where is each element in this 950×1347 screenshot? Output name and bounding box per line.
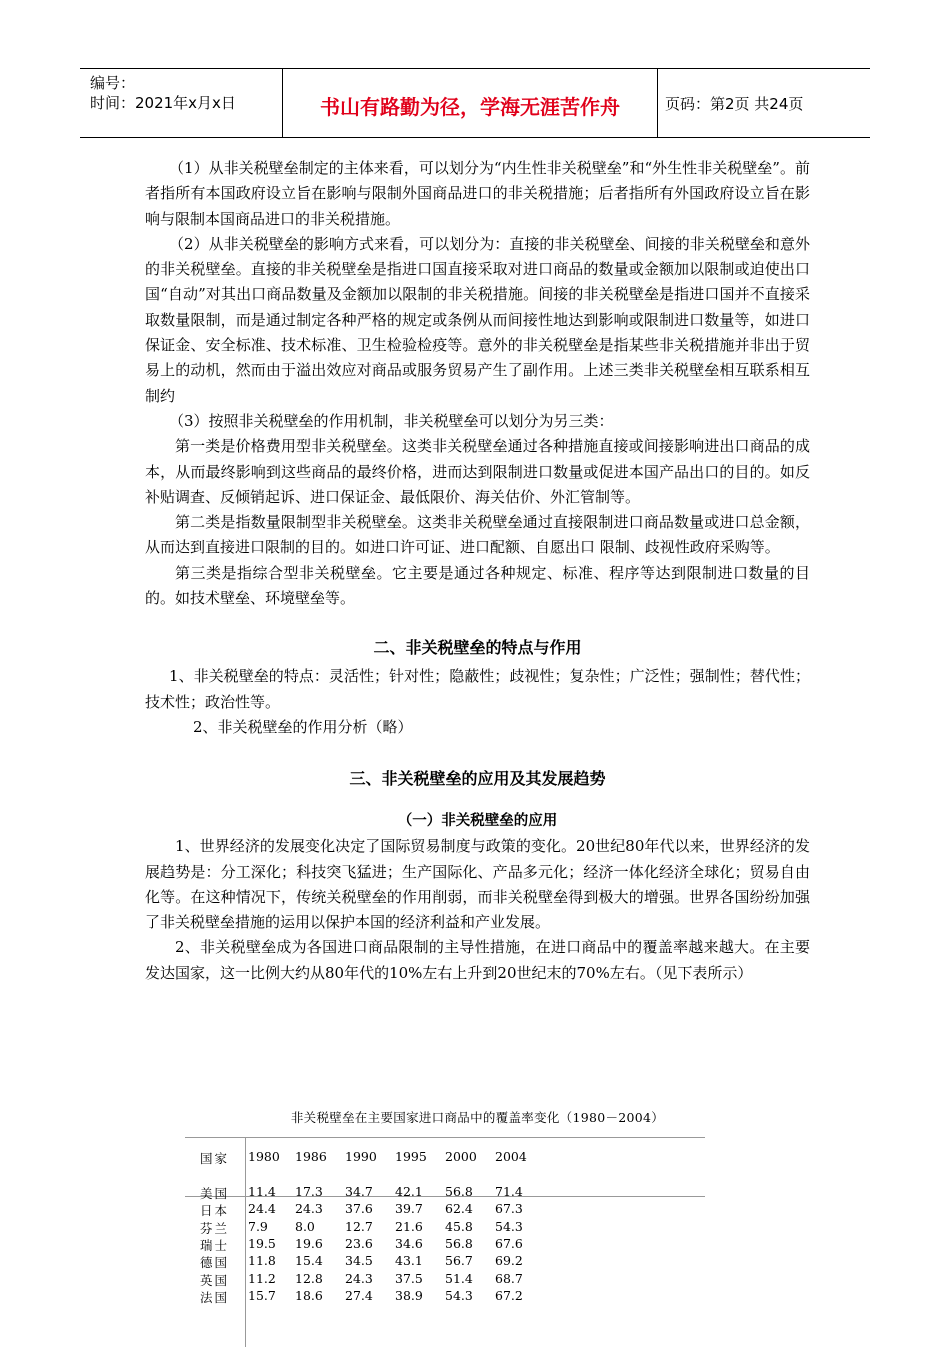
table-value-cell: 11.8 (248, 1253, 276, 1269)
table-value-cell: 54.3 (495, 1218, 523, 1234)
table-value-cell: 21.6 (395, 1218, 423, 1234)
section-heading: 二、非关税壁垒的特点与作用 (373, 638, 582, 658)
table-header-cell: 1986 (295, 1149, 327, 1164)
header-divider (657, 69, 658, 137)
table-caption: 非关税壁垒在主要国家进口商品中的覆盖率变化（1980－2004） (290, 1110, 665, 1125)
table-value-cell: 19.6 (295, 1235, 323, 1251)
table-value-cell: 56.8 (445, 1235, 473, 1251)
table-value-cell: 18.6 (295, 1287, 323, 1303)
paragraph: 第一类是价格费用型非关税壁垒。这类非关税壁垒通过各种措施直接或间接影响进出口商品的成本，从而最终影响到这些商品的最终价格，进而达到限制进口数量或促进本国产品出口的目的。如反补贴调查、反倾销起诉、进口保证金、最低限价、海关估价、外汇管制等。 (145, 437, 810, 506)
doc-time-label: 时间：2021年x月x日 (90, 94, 236, 112)
paragraph: 1、非关税壁垒的特点：灵活性；针对性；隐蔽性；歧视性；复杂性；广泛性；强制性；替代性；技术性；政治性等。 (145, 667, 810, 711)
table-country-cell: 德国 (200, 1255, 230, 1271)
table-country-cell: 芬兰 (200, 1220, 230, 1236)
paragraph: 2、非关税壁垒的作用分析（略） (193, 717, 413, 736)
table-header-cell: 2004 (495, 1149, 527, 1164)
document-body (145, 156, 810, 986)
table-value-cell: 67.2 (495, 1287, 523, 1303)
header-motto: 书山有路勤为径，学海无涯苦作舟 (320, 95, 620, 119)
page-header (80, 68, 870, 138)
table-value-cell: 15.4 (295, 1253, 323, 1269)
table-row (185, 1288, 705, 1305)
table-country-cell: 英国 (200, 1272, 230, 1288)
table-country-cell: 日本 (200, 1203, 230, 1219)
table-header-cell: 国家 (200, 1151, 230, 1166)
table-value-cell: 43.1 (395, 1253, 423, 1269)
table-value-cell: 24.4 (248, 1201, 276, 1217)
table-value-cell: 51.4 (445, 1270, 473, 1286)
paragraph: 2、非关税壁垒成为各国进口商品限制的主导性措施，在进口商品中的覆盖率越来越大。在主要发达国家，这一比例大约从80年代的10%左右上升到20世纪末的70%左右。（见下表所示） (145, 938, 810, 982)
table-value-cell: 19.5 (248, 1235, 276, 1251)
table-value-cell: 62.4 (445, 1201, 473, 1217)
table-rule (185, 1137, 705, 1138)
table-value-cell: 8.0 (295, 1218, 315, 1234)
table-value-cell: 17.3 (295, 1184, 323, 1199)
header-meta (80, 69, 282, 137)
table-value-cell: 67.3 (495, 1201, 523, 1217)
paragraph: 第二类是指数量限制型非关税壁垒。这类非关税壁垒通过直接限制进口商品数量或进口总金额，从而达到直接进口限制的目的。如进口许可证、进口配额、自愿出口 限制、歧视性政府采购等。 (145, 513, 810, 557)
table-value-cell: 12.8 (295, 1270, 323, 1286)
table-value-cell: 12.7 (345, 1218, 373, 1234)
table-value-cell: 56.8 (445, 1184, 473, 1199)
table-value-cell: 34.5 (345, 1253, 373, 1269)
table-value-cell: 7.9 (248, 1218, 268, 1234)
table-header-cell: 1980 (248, 1149, 280, 1164)
table-value-cell: 34.7 (345, 1184, 373, 1199)
paragraph: （3）按照非关税壁垒的作用机制，非关税壁垒可以划分为另三类： (169, 411, 614, 430)
table-row (185, 1253, 705, 1270)
section-heading: 三、非关税壁垒的应用及其发展趋势 (349, 769, 606, 789)
table-value-cell: 42.1 (395, 1184, 423, 1199)
table-header-cell: 1995 (395, 1149, 427, 1164)
table-header-cell: 1990 (345, 1149, 377, 1164)
table-value-cell: 39.7 (395, 1201, 423, 1217)
table-country-cell: 美国 (200, 1186, 230, 1201)
paragraph: 第三类是指综合型非关税壁垒。它主要是通过各种规定、标准、程序等达到限制进口数量的目的。如技术壁垒、环境壁垒等。 (145, 563, 810, 608)
subsection-heading: （一）非关税壁垒的应用 (397, 813, 558, 830)
table-value-cell: 15.7 (248, 1287, 276, 1303)
table-header-cell: 2000 (445, 1149, 477, 1164)
paragraph: （2）从非关税壁垒的影响方式来看，可以划分为：直接的非关税壁垒、间接的非关税壁垒和意外的非关税壁垒。直接的非关税壁垒是指进口国直接采取对进口商品的数量或金额加以限制或迫使出口国“自动”对其出口商品数量及金额加以限制的非关税措施。间接的非关税壁垒是指进口国并不直接采取数量限制，而是通过制定各种严格的规定或条例从而间接性地达到影响或限制进口数量等，如进口保证金、安全标准、技术标准、卫生检验检疫等。意外的非关税壁垒是指某些非关税措施并非出于贸易上的动机，然而由于溢出效应对商品或服务贸易产生了副作用。上述三类非关税壁垒相互联系相互制约 (145, 234, 810, 405)
page-indicator: 页码：第2页 共24页 (665, 95, 804, 113)
table-row (185, 1219, 705, 1236)
table-value-cell: 24.3 (295, 1201, 323, 1217)
table-country-cell: 瑞士 (200, 1237, 230, 1253)
paragraph: （1）从非关税壁垒制定的主体来看，可以划分为“内生性非关税壁垒”和“外生性非关税壁垒”。前者指所有本国政府设立旨在影响与限制外国商品进口的非关税措施；后者指所有外国政府设立旨在影响与限制本国商品进口的非关税措施。 (145, 159, 810, 228)
table-value-cell: 37.6 (345, 1201, 373, 1217)
table-value-cell: 34.6 (395, 1235, 423, 1251)
table-value-cell: 54.3 (445, 1287, 473, 1303)
table-value-cell: 56.7 (445, 1253, 473, 1269)
table-value-cell: 24.3 (345, 1270, 373, 1286)
table-value-cell: 69.2 (495, 1253, 523, 1269)
table-row (185, 1271, 705, 1288)
table-row (185, 1201, 705, 1218)
table-header-row (185, 1149, 705, 1169)
table-value-cell: 38.9 (395, 1287, 423, 1303)
table-value-cell: 11.4 (248, 1184, 276, 1199)
paragraph: 1、世界经济的发展变化决定了国际贸易制度与政策的变化。20世纪80年代以来，世界经济的发展趋势是：分工深化；科技突飞猛进；生产国际化、产品多元化；经济一体化经济全球化；贸易自由化等。在这种情况下，传统关税壁垒的作用削弱，而非关税壁垒得到极大的增强。世界各国纷纷加强了非关税壁垒措施的运用以保护本国的经济利益和产业发展。 (145, 837, 810, 932)
table-value-cell: 68.7 (495, 1270, 523, 1286)
table-value-cell: 37.5 (395, 1270, 423, 1286)
table-value-cell: 23.6 (345, 1235, 373, 1251)
table-value-cell: 11.2 (248, 1270, 276, 1286)
table-country-cell: 法国 (200, 1289, 230, 1305)
table-row (185, 1184, 705, 1201)
table-value-cell: 71.4 (495, 1184, 523, 1199)
table-value-cell: 45.8 (445, 1218, 473, 1234)
table-row (185, 1236, 705, 1253)
table-value-cell: 67.6 (495, 1235, 523, 1251)
table-value-cell: 27.4 (345, 1287, 373, 1303)
doc-number-label: 编号： (90, 74, 136, 92)
